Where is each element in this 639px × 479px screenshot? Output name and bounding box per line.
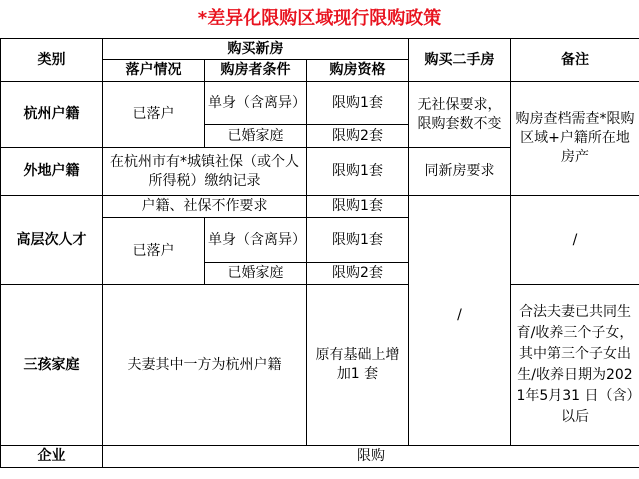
header-new-house: 购买新房 xyxy=(103,39,409,60)
hangzhou-second-hand: 无社保要求，限购套数不变 xyxy=(409,82,511,148)
talent-qual-a: 限购1套 xyxy=(307,196,409,218)
nonlocal-second-hand: 同新房要求 xyxy=(409,148,511,196)
talent-hukou: 已落户 xyxy=(103,218,205,285)
hangzhou-single: 单身（含离异） xyxy=(205,82,307,125)
header-hukou: 落户情况 xyxy=(103,60,205,82)
header-second-hand: 购买二手房 xyxy=(409,39,511,82)
header-category: 类别 xyxy=(1,39,103,82)
remark-talent: / xyxy=(511,196,639,285)
header-qualification: 购房资格 xyxy=(307,60,409,82)
three-child-condition: 夫妻其中一方为杭州户籍 xyxy=(103,285,307,446)
category-talent: 高层次人才 xyxy=(1,196,103,285)
category-three-child: 三孩家庭 xyxy=(1,285,103,446)
three-child-remark: 合法夫妻已共同生育/收养三个子女，其中第三个子女出生/收养日期为2021年5月31 日（含）以后 xyxy=(511,285,639,446)
enterprise-policy: 限购 xyxy=(103,446,639,468)
talent-condition: 户籍、社保不作要求 xyxy=(103,196,307,218)
talent-married-qual: 限购2套 xyxy=(307,263,409,285)
policy-table xyxy=(0,38,639,468)
nonlocal-qual: 限购1套 xyxy=(307,148,409,196)
hangzhou-married: 已婚家庭 xyxy=(205,125,307,148)
hangzhou-married-qual: 限购2套 xyxy=(307,125,409,148)
category-hangzhou: 杭州户籍 xyxy=(1,82,103,148)
hangzhou-hukou: 已落户 xyxy=(103,82,205,148)
category-nonlocal: 外地户籍 xyxy=(1,148,103,196)
category-enterprise: 企业 xyxy=(1,446,103,468)
page-title: *差异化限购区域现行限购政策 xyxy=(197,8,442,29)
header-buyer-conditions: 购房者条件 xyxy=(205,60,307,82)
hangzhou-single-qual: 限购1套 xyxy=(307,82,409,125)
header-remarks: 备注 xyxy=(511,39,639,82)
talent-single: 单身（含离异） xyxy=(205,218,307,263)
talent-married: 已婚家庭 xyxy=(205,263,307,285)
nonlocal-condition: 在杭州市有*城镇社保（或个人所得税）缴纳记录 xyxy=(103,148,307,196)
three-child-qual: 原有基础上增加1 套 xyxy=(307,285,409,446)
talent-single-qual: 限购1套 xyxy=(307,218,409,263)
remark-hangzhou-nonlocal: 购房查档需查*限购区域+户籍所在地房产 xyxy=(511,82,639,196)
second-hand-talent-three-child: / xyxy=(409,196,511,446)
